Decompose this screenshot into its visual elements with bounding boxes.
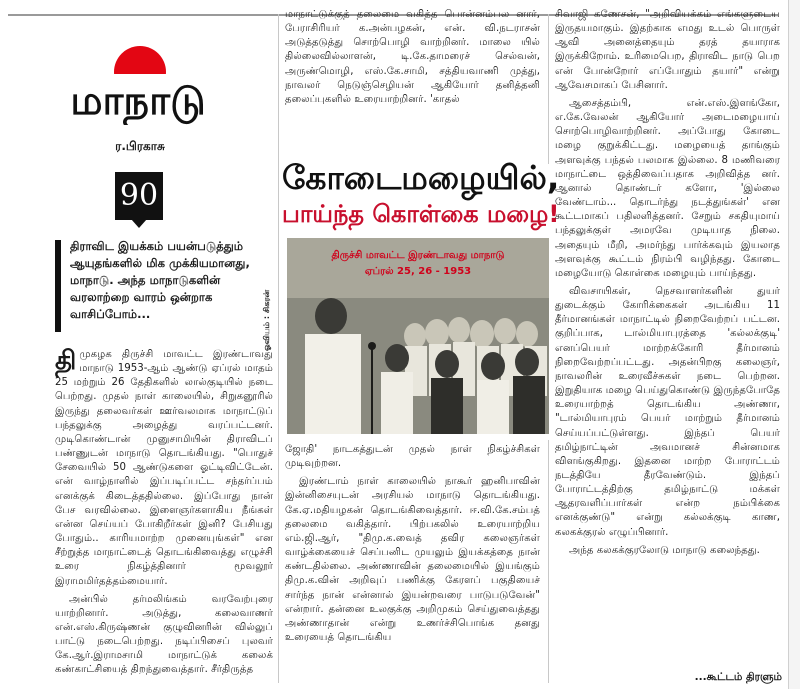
article-column-1 bbox=[55, 348, 273, 682]
author-byline: ர.பிரகாசு bbox=[115, 139, 165, 153]
logo-text: மாநாடு bbox=[70, 78, 206, 124]
paragraph: இரண்டாம் நாள் காலையில் நாகூர் ஹனிபாவின் இன்னிசையுடன் அரசியல் மாநாடு தொடங்கியது. கே.ஏ.மதியழகன் தொடங்கிவைத்தார். ஈ.வி.கே.சம்பத் தலைமை வகித்தார். பிற்பகலில் உரையாற்றிய எம்.ஜி.ஆர், "திமு.க.வைத் தவிர கலைஞர்கள் வாழ்க்கையைச் செப்பனிட முயலும் இயக்கத்தை நான் கண்டதில்லை. அண்ணாவின் தலைமையில் இயங்கும் திமு.க.வின் அறிவுப் பணிக்கு கேரளப் பகுதியைச் சார்ந்த நான் என்னால் இயன்றவரை பாடுபடுவேன்" என்றார். தன்னை உலகுக்கு அறிமுகம் செய்துவைத்தது அண்ணாதான் என்று உணர்ச்சிபொங்க தனது உரையைத் தொடங்கிய bbox=[285, 476, 540, 644]
conference-illustration bbox=[287, 238, 549, 434]
headline-line-1: கோடைமழையில், bbox=[282, 158, 560, 197]
paragraph: மாநாட்டுக்குத் தலைமை வகித்த பொன்னம்பல னார், பேராசிரியர் க.அன்பழகன், என். வி.நடராசன் அடுத்தடுத்து சொற்பொழி வாற்றினர். மாலை யில் தில்லைவில்லாளன், டி.கே.தாமரைச் செல்வன், அருண்மொழி, எஸ்.கே.சாமி, சத்தியவாணி முத்து, நாவலர் நெடுஞ்செழியன் ஆகியோர் தனித்தனி தலைப்புகளில் உரையாற்றினர். 'காதல் bbox=[285, 9, 540, 105]
article-column-2-bottom bbox=[285, 443, 540, 649]
paragraph bbox=[55, 348, 273, 589]
column-divider bbox=[278, 14, 279, 683]
headline-line-2: பாய்ந்த கொள்கை மழை! bbox=[282, 200, 560, 228]
series-signoff: ...கூட்டம் திரளும் bbox=[694, 671, 782, 683]
illustration-credit: ஓவியம் : சிகரன் bbox=[262, 289, 271, 351]
drop-cap: தி bbox=[55, 346, 77, 376]
illustration-image bbox=[287, 238, 549, 434]
badge-pointer bbox=[131, 219, 147, 228]
paragraph: ஆசைத்தம்பி, என்.எஸ்.இளங்கோ, எ.கே.வேலன் ஆகியோர் அடைமழையாய் சொற்பொழிவாற்றினர். அப்போது கோடை மழை குறுக்கிட்டது. மழையைத் தாங்கும் அளவுக்கு பந்தல் பலமாக இல்லை. 8 மணிவரை மாநாட்டை ஒத்திவைப்பதாக அறிவித்த னர். ஆனால் தொண்டர் களோ, 'இல்லை வேண்டாம்... தொடர்ந்து நடத்துங்கள்' என கூட்டமாகப் பதிலளித்தனர். சேறும் சகதியுமாய் பந்தலுக்குள் அமரவே முடியாத நிலை. அதையும் மீறி, அமர்ந்து பார்க்கவும் இயலாத அளவுக்கு கூட்டம் நிரம்பி வழிந்தது. கோடை மழையோடு கொள்கை மழையும் பாய்ந்தது. bbox=[555, 97, 780, 279]
paragraph: அன்பில் தர்மலிங்கம் வரவேற்புரை யாற்றினார். அடுத்து, கலைவாணர் என்.எஸ்.கிருஷ்ணன் குழுவினரின் வில்லுப் பாட்டு நடைபெற்றது. நடிப்பிசைப் புலவர் கே.ஆர்.இராமசாமி மாநாட்டுக் கலைக் கண்காட்சியைத் திறந்துவைத்தார். சீர்திருத்த bbox=[55, 593, 273, 676]
article-column-3 bbox=[555, 8, 780, 562]
paragraph: ஜோதி' நாடகத்துடன் முதல் நாள் நிகழ்ச்சிகள் முடிவுற்றன. bbox=[285, 444, 540, 470]
column-divider bbox=[548, 440, 549, 683]
paragraph: அந்த கலகக்குரலோடு மாநாடு கலைந்தது. bbox=[569, 544, 760, 556]
logo-artwork bbox=[28, 30, 248, 125]
series-number-badge: 90 bbox=[115, 172, 163, 220]
article-column-2-top bbox=[285, 8, 540, 111]
series-logo bbox=[28, 30, 248, 125]
illustration-banner-title: திருச்சி மாவட்ட இரண்டாவது மாநாடு bbox=[331, 250, 505, 261]
adjacent-page-edge bbox=[788, 0, 800, 689]
illustration-banner-date: ஏப்ரல் 25, 26 - 1953 bbox=[364, 266, 472, 277]
paragraph-text: முகழக திருச்சி மாவட்ட இரண்டாவது மாநாடு 1953-ஆம் ஆண்டு ஏப்ரல் மாதம் 25 மற்றும் 26 தேதிகளில் லால்குடியில் நடை பெற்றது. முதல் நாள் காலையில், சிறுகனூரில் இருந்து தலைவர்கள் ஊர்வலமாக மாநாட்டுப் பந்தலுக்கு அழைத்து வரப்பட்டனர். முடிகொண்டான் முனுசாமியின் திராவிடப் பண்ணுடன் மாநாடு தொடங்கியது. "பொதுச் சேவையில் 50 ஆண்டுகளை ஓட்டிவிட்டேன். என் வாழ்நாளில் இப்படிப்பட்ட சந்தர்ப்பம் எனக்குக் கிடைத்ததில்லை. இப்போது நான் பேச வரவில்லை. இளைஞர்களாகிய நீங்கள் என்ன செய்யப் போகிறீர்கள் இனி? பேசியது போதும்.. காரியமாற்ற முனையுங்கள்" என சீற்றுத்த மாநாட்டைத் தொடங்கிவைத்து எழுச்சி உரை நிகழ்த்தினார் மூவலூர் இராமமிர்தத்தம்மையார். bbox=[55, 349, 273, 587]
column-divider bbox=[548, 14, 549, 164]
paragraph: விவசாயிகள், நெசவாளர்களின் துயர் துடைக்கும் கோரிக்கைகள் அடங்கிய 11 தீர்மானங்கள் மாநாட்டில் நிறைவேற்றப் பட்டன. குறிப்பாக, டால்மியாபுரத்தை 'கல்லக்குடி' எனப்பெயர் மாற்றக்கோரி தீர்மானம் நிறைவேற்றப்பட்டது. அதன்பிறகு கலைஞர், நாவலரின் உரைவீச்சுகள் நடை பெற்றன. இறுதியாக மழை பெய்துகொண்டு இருந்தபோதே உரையாற்றத் தொடங்கிய அண்ணா, "டால்மியாபுரம் பெயர் மாற்றும் தீர்மானம் செய்யப்பட்டுள்ளது. இந்தப் பெயர் தமிழ்நாட்டின் அவமானச் சின்னமாக விளங்குகிறது. இதனை மாற்ற போராட்டம் நடத்தியே தீரவேண்டும். இந்தப் போராட்டத்திற்கு தமிழ்நாட்டு மக்கள் ஆதரவளிப்பார்கள் என்ற நம்பிக்கை எனக்குண்டு" என்று கல்லக்குடி காண, கலகக்குரல் எழுப்பினார். bbox=[555, 285, 780, 538]
paragraph: சிவாஜி கணேசன், "அறிவியக்கம் எங்களுடைய இருதயமாகும். இதற்காக எமது உடல் பொருள் ஆவி அனைத்தையும் தரத் தயாராக இருக்கிறோம். உரிமைபெற, திராவிட நாடு பெற என் போன்றோர் எப்போதும் தயார்" என்று ஆவேசமாகப் பேசினார். bbox=[555, 9, 780, 91]
intro-deck: திராவிட இயக்கம் பயன்படுத்தும் ஆயுதங்களில் மிக முக்கியமானது, மாநாடு. அந்த மாநாடுகளின் வரலாற்றை வாரம் ஒன்றாக வாசிப்போம்... bbox=[70, 239, 250, 321]
intro-accent-bar bbox=[55, 240, 61, 332]
